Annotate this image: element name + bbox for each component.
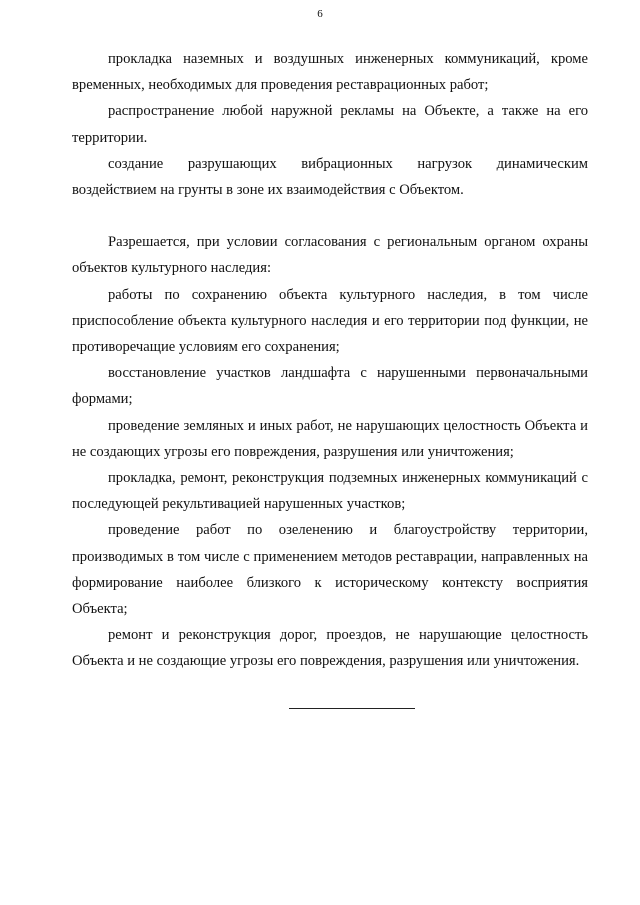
document-body (72, 46, 588, 675)
paragraph-underground-utilities: прокладка, ремонт, реконструкция подземных инженерных коммуникаций с последующей рекультивацией нарушенных участков; (72, 470, 588, 513)
paragraph-overhead-utilities: прокладка наземных и воздушных инженерных коммуникаций, кроме временных, необходимых для проведения реставрационных работ; (72, 51, 588, 94)
paragraph-earthworks: проведение земляных и иных работ, не нарушающих целостность Объекта и не создающих угрозы его повреждения, разрушения или уничтожения; (72, 417, 588, 460)
paragraph-vibration-loads: создание разрушающих вибрационных нагрузок динамическим воздействием на грунты в зоне их взаимодействия с Объектом. (72, 155, 588, 199)
paragraph-landscaping: проведение работ по озеленению и благоустройству территории, производимых в том числе с применением методов реставрации, направленных на формирование наиболее близкого к историческому контексту восприятия Объекта; (72, 522, 588, 618)
paragraph-outdoor-advertising: распространение любой наружной рекламы на Объекте, а также на его территории. (72, 103, 588, 146)
paragraph-permitted-heading: Разрешается, при условии согласования с региональным органом охраны объектов культурного наследия: (72, 234, 588, 277)
paragraph-road-repair: ремонт и реконструкция дорог, проездов, не нарушающие целостность Объекта и не создающие угрозы его повреждения, разрушения или уничтожения. (72, 627, 588, 670)
end-of-section-divider (289, 708, 415, 709)
paragraph-landscape-restoration: восстановление участков ландшафта с нарушенными первоначальными формами; (72, 365, 588, 408)
page-number: 6 (317, 8, 323, 20)
paragraph-preservation-works: работы по сохранению объекта культурного наследия, в том числе приспособление объекта культурного наследия и его территории под функции, не противоречащие условиям его сохранения; (72, 286, 588, 356)
